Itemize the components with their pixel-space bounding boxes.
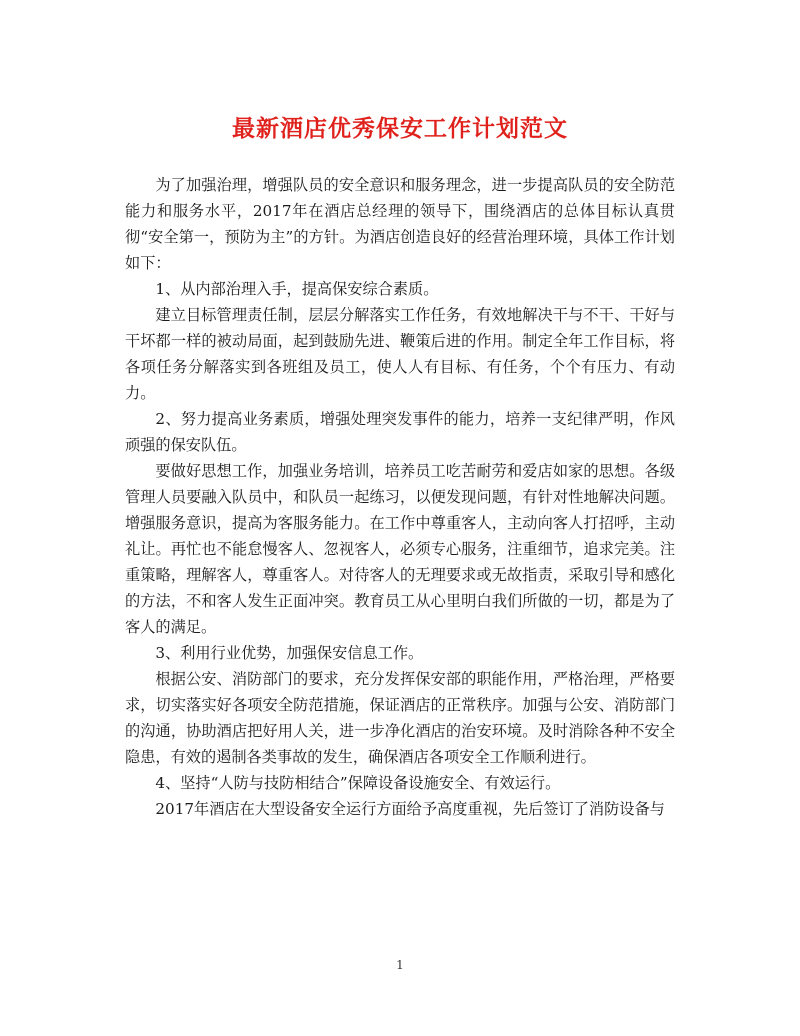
page-number: 1 (396, 958, 404, 972)
paragraph-intro: 为了加强治理，增强队员的安全意识和服务理念，进一步提高队员的安全防范能力和服务水平，2017年在酒店总经理的领导下，围绕酒店的总体目标认真贯彻“安全第一，预防为主”的方针。为酒店创造良好的经营治理环境，具体工作计划如下： (125, 176, 675, 272)
section-heading-2: 2、努力提高业务素质，增强处理突发事件的能力，培养一支纪律严明，作风顽强的保安队伍。 (125, 410, 675, 454)
paragraph-section-3: 根据公安、消防部门的要求，充分发挥保安部的职能作用，严格治理，严格要求，切实落实好各项安全防范措施，保证酒店的正常秩序。加强与公安、消防部门的沟通，协助酒店把好用人关，进一步净化酒店的治安环境。及时消除各种不安全隐患，有效的遏制各类事故的发生，确保酒店各项安全工作顺利进行。 (125, 670, 675, 766)
section-heading-4: 4、坚持“人防与技防相结合”保障设备设施安全、有效运行。 (155, 774, 561, 792)
section-heading-1: 1、从内部治理入手，提高保安综合素质。 (155, 280, 439, 298)
document-title: 最新酒店优秀保安工作计划范文 (232, 115, 568, 142)
section-heading-3: 3、利用行业优势，加强保安信息工作。 (155, 644, 424, 662)
paragraph-section-2: 要做好思想工作，加强业务培训，培养员工吃苦耐劳和爱店如家的思想。各级管理人员要融入队员中，和队员一起练习，以便发现问题，有针对性地解决问题。增强服务意识，提高为客服务能力。在工作中尊重客人，主动向客人打招呼，主动礼让。再忙也不能怠慢客人、忽视客人，必须专心服务，注重细节，追求完美。注重策略，理解客人，尊重客人。对待客人的无理要求或无故指责，采取引导和感化的方法，不和客人发生正面冲突。教育员工从心里明白我们所做的一切，都是为了客人的满足。 (125, 462, 675, 636)
paragraph-section-4: 2017年酒店在大型设备安全运行方面给予高度重视，先后签订了消防设备与 (155, 800, 665, 818)
document-body (125, 172, 675, 822)
paragraph-section-1: 建立目标管理责任制，层层分解落实工作任务，有效地解决干与不干、干好与干坏都一样的被动局面，起到鼓励先进、鞭策后进的作用。制定全年工作目标，将各项任务分解落实到各班组及员工，使人人有目标、有任务，个个有压力、有动力。 (125, 306, 675, 402)
